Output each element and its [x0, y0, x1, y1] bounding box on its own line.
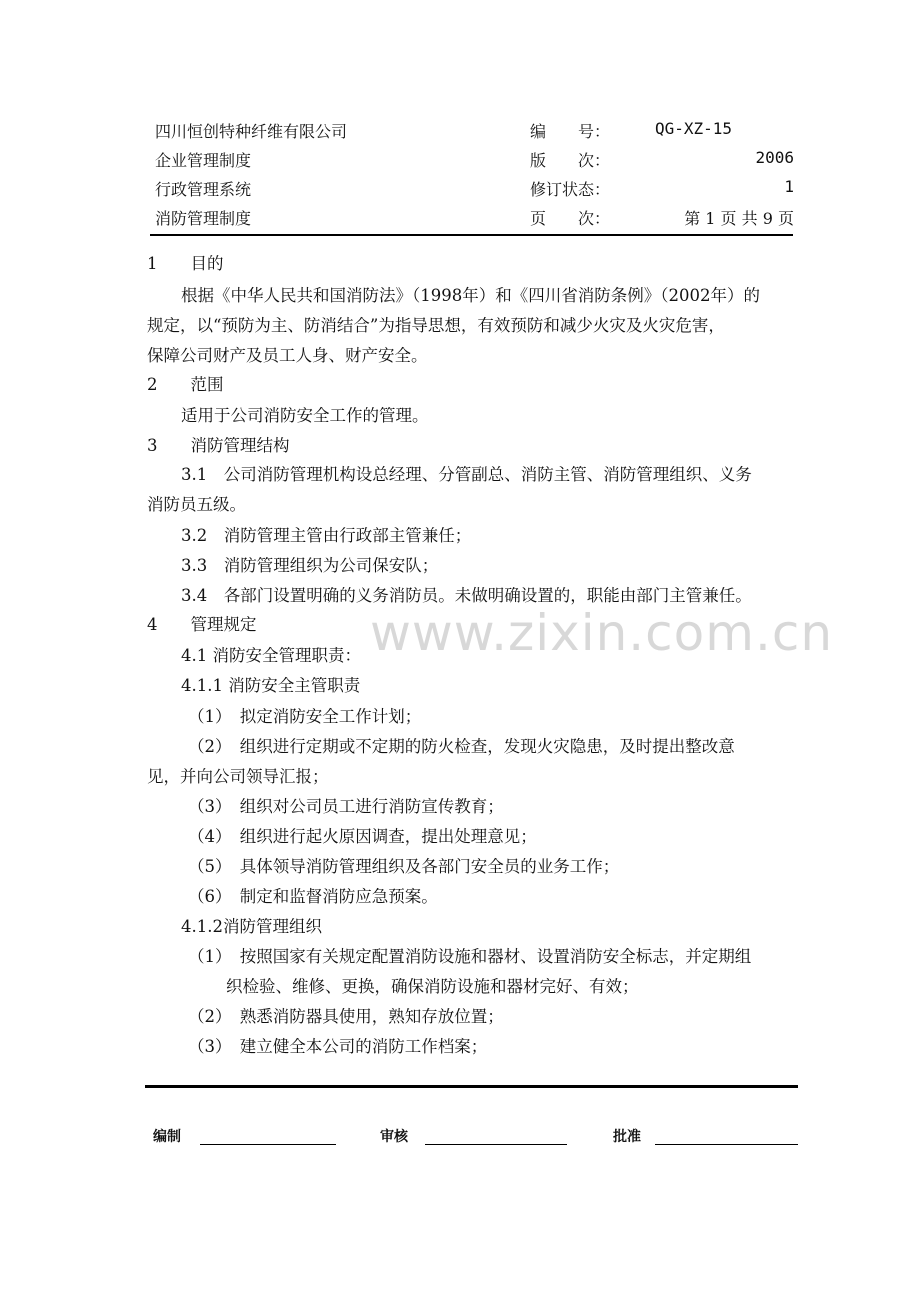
body-line: 3.2 消防管理主管由行政部主管兼任； [181, 526, 472, 545]
body-line: 3.3 消防管理组织为公司保安队； [181, 556, 439, 575]
body-line: 织检验、维修、更换，确保消防设施和器材完好、有效； [226, 977, 639, 996]
doc-system: 行政管理系统 [155, 180, 252, 199]
body-line: 4.1.1 消防安全主管职责 [181, 676, 361, 695]
body-line: （4） 组织进行起火原因调查，提出处理意见； [188, 827, 537, 846]
number-label: 编 号： [530, 122, 611, 141]
body-line: 3.1 公司消防管理机构设总经理、分管副总、消防主管、消防管理组织、义务 [181, 465, 752, 484]
body-line: （6） 制定和监督消防应急预案。 [188, 887, 438, 906]
body-line: 4.1 消防安全管理职责： [181, 646, 361, 665]
approved-signature-line[interactable] [655, 1144, 798, 1145]
approved-label: 批准 [613, 1129, 641, 1145]
doc-page: 第 1 页 共 9 页 [684, 209, 794, 228]
body-line: 1 目的 [147, 254, 224, 273]
watermark: www.zixin.com.cn [370, 604, 834, 662]
body-line: 规定，以“预防为主、防消结合”为指导思想，有效预防和减少火灾及火灾危害， [147, 316, 725, 335]
body-line: （1） 按照国家有关规定配置消防设施和器材、设置消防安全标志，并定期组 [188, 947, 752, 966]
header-rule [150, 234, 793, 236]
body-line: （5） 具体领导消防管理组织及各部门安全员的业务工作； [188, 857, 620, 876]
body-line: 见，并向公司领导汇报； [147, 767, 329, 786]
body-line: 4 管理规定 [147, 615, 257, 634]
body-line: 适用于公司消防安全工作的管理。 [181, 406, 429, 425]
body-line: 根据《中华人民共和国消防法》（1998年）和《四川省消防条例》（2002年）的 [181, 286, 760, 305]
doc-number: QG-XZ-15 [655, 119, 733, 138]
footer-rule [145, 1085, 798, 1088]
reviewed-label: 审核 [380, 1129, 408, 1145]
body-line: 2 范围 [147, 375, 224, 394]
company-name: 四川恒创特种纤维有限公司 [155, 122, 348, 141]
doc-revision: 1 [784, 177, 794, 196]
body-line: （2） 组织进行定期或不定期的防火检查，发现火灾隐患，及时提出整改意 [188, 737, 735, 756]
doc-edition: 2006 [755, 148, 794, 167]
doc-title: 消防管理制度 [155, 209, 252, 228]
body-line: 3 消防管理结构 [147, 436, 290, 455]
body-line: 4.1.2消防管理组织 [181, 917, 322, 936]
body-line: （3） 组织对公司员工进行消防宣传教育； [188, 797, 504, 816]
revision-label: 修订状态： [530, 180, 611, 199]
body-line: 消防员五级。 [147, 495, 246, 514]
edition-label: 版 次： [530, 151, 611, 170]
doc-category: 企业管理制度 [155, 151, 252, 170]
prepared-label: 编制 [153, 1129, 181, 1145]
body-line: 3.4 各部门设置明确的义务消防员。未做明确设置的，职能由部门主管兼任。 [181, 586, 752, 605]
prepared-signature-line[interactable] [200, 1144, 336, 1145]
body-line: （1） 拟定消防安全工作计划； [188, 707, 422, 726]
reviewed-signature-line[interactable] [425, 1144, 567, 1145]
page-label: 页 次： [530, 209, 611, 228]
body-line: （3） 建立健全本公司的消防工作档案； [188, 1037, 488, 1056]
body-line: 保障公司财产及员工人身、财产安全。 [147, 346, 428, 365]
body-line: （2） 熟悉消防器具使用，熟知存放位置； [188, 1007, 504, 1026]
